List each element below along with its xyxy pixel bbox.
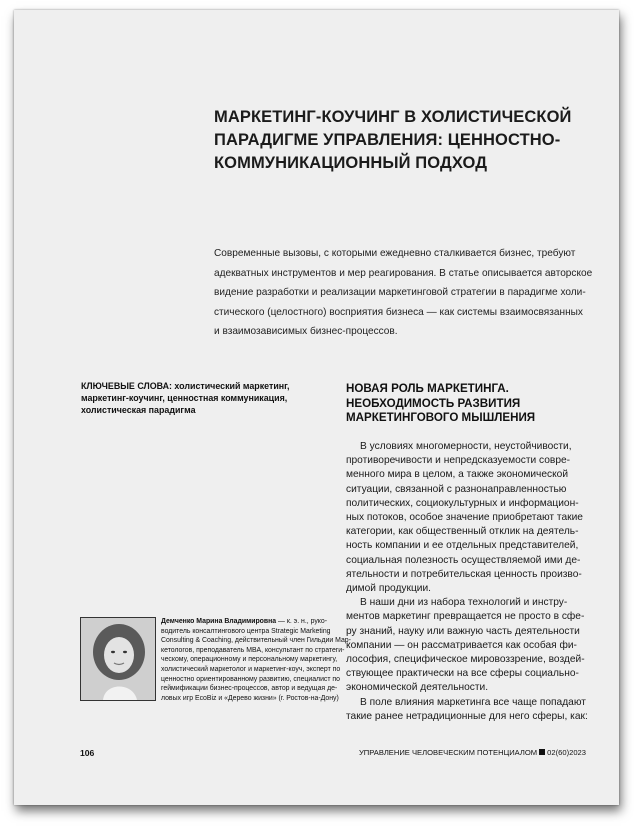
section-heading-line: НОВАЯ РОЛЬ МАРКЕТИНГА.: [346, 382, 509, 395]
abstract-line: адекватных инструментов и мер реагирования. В статье описывается авторское: [214, 267, 593, 279]
title-line: КОММУНИКАЦИОННЫЙ ПОДХОД: [214, 154, 488, 172]
body-line: ситуации, связанной с разнонаправленностью: [346, 483, 567, 495]
body-line: ментов маркетинг превращается не просто в сфе-: [346, 611, 585, 623]
body-line: ятельности и потребительская ценность произво-: [346, 568, 582, 580]
keywords-label: КЛЮЧЕВЫЕ СЛОВА:: [81, 381, 172, 391]
body-line: лософия, специфическое мировоззрение, воздей-: [346, 654, 585, 666]
body-line: ствующее практически на все сферы социально-: [346, 668, 579, 680]
body-line: менного мира в целом, а также экономической: [346, 469, 569, 481]
abstract-line: видение разработки и реализации маркетинговой стратегии в парадигме холи-: [214, 287, 586, 299]
body-line: такие ранее нетрадиционные для него сферы, как:: [346, 710, 588, 722]
author-bio-line: — к. э. н., руко-: [276, 618, 327, 625]
title-line: МАРКЕТИНГ-КОУЧИНГ В ХОЛИСТИЧЕСКОЙ: [214, 108, 572, 126]
keywords-block: [81, 380, 339, 416]
author-bio-line: Consulting & Coaching, действительный член Гильдии Мар-: [161, 637, 351, 645]
body-line: ность компании и ее отдельных представителей,: [346, 540, 579, 552]
body-line: социальная полезность осуществляемой ими де-: [346, 554, 581, 566]
author-bio-line: ческому, операционному и персональному маркетингу,: [161, 656, 338, 664]
body-line: ных потоков, особое значение приобретают такие: [346, 512, 583, 524]
section-heading-line: НЕОБХОДИМОСТЬ РАЗВИТИЯ: [346, 396, 521, 410]
author-bio-line: ценностно ориентированному развитию, специалист по: [161, 675, 340, 683]
section-heading: [346, 382, 606, 426]
author-bio-line: водитель консалтингового центра Strategic Marketing: [161, 627, 331, 635]
body-line: компании — он рассматривается как особая фи-: [346, 639, 577, 651]
section-heading-line: МАРКЕТИНГОВОГО МЫШЛЕНИЯ: [346, 411, 536, 425]
body-text-column: [346, 440, 608, 724]
body-line: В условиях многомерности, неустойчивости,: [360, 441, 572, 452]
square-icon: [539, 749, 545, 755]
body-line: димой продукции.: [346, 583, 431, 595]
author-bio: [161, 617, 351, 703]
body-line: ру знаний, науку или важную часть деятельности: [346, 625, 580, 637]
author-bio-line: ловых игр EcoBiz и «Дерево жизни» (г. Ростов-на-Дону): [161, 694, 339, 702]
title-line: ПАРАДИГМЕ УПРАВЛЕНИЯ: ЦЕННОСТНО-: [214, 131, 561, 149]
journal-name: УПРАВЛЕНИЕ ЧЕЛОВЕЧЕСКИМ ПОТЕНЦИАЛОМ: [358, 748, 538, 757]
body-line: политических, социокультурных и информацион-: [346, 497, 579, 509]
article-title: [214, 106, 594, 175]
author-bio-line: геймификации бизнес-процессов, автор и ведущая де-: [161, 685, 338, 693]
body-line: В наши дни из набора технологий и инстру-: [360, 597, 568, 609]
author-photo: [80, 617, 156, 701]
magazine-page: [14, 10, 619, 805]
abstract-line: Современные вызовы, с которыми ежедневно сталкивается бизнес, требуют: [214, 248, 576, 259]
page-number: 106: [80, 748, 95, 758]
abstract-line: и взаимозависимых бизнес-процессов.: [214, 326, 398, 338]
author-bio-line: кетологов, преподаватель MBA, консультант по стратеги-: [161, 646, 345, 654]
journal-issue: 02(60)2023: [547, 748, 586, 757]
body-line: В поле влияния маркетинга все чаще попадают: [360, 696, 586, 708]
keywords-text: холистический маркетинг, маркетинг-коучинг, ценностная коммуникация, холистическая парадигма: [81, 381, 290, 415]
abstract-line: стического (целостного) восприятия бизнеса — как системы взаимосвязанных: [214, 306, 583, 318]
author-portrait-icon: [81, 618, 155, 700]
body-line: экономической деятельности.: [346, 682, 489, 694]
author-bio-line: холистический маркетолог и маркетинг-коуч, эксперт по: [161, 665, 341, 673]
body-line: категории, как общественный отклик на деятель-: [346, 526, 579, 538]
article-abstract: [214, 244, 593, 342]
author-name: Демченко Марина Владимировна: [161, 618, 277, 625]
journal-footer: [359, 748, 586, 757]
body-line: противоречивости и непредсказуемости совре-: [346, 455, 571, 467]
